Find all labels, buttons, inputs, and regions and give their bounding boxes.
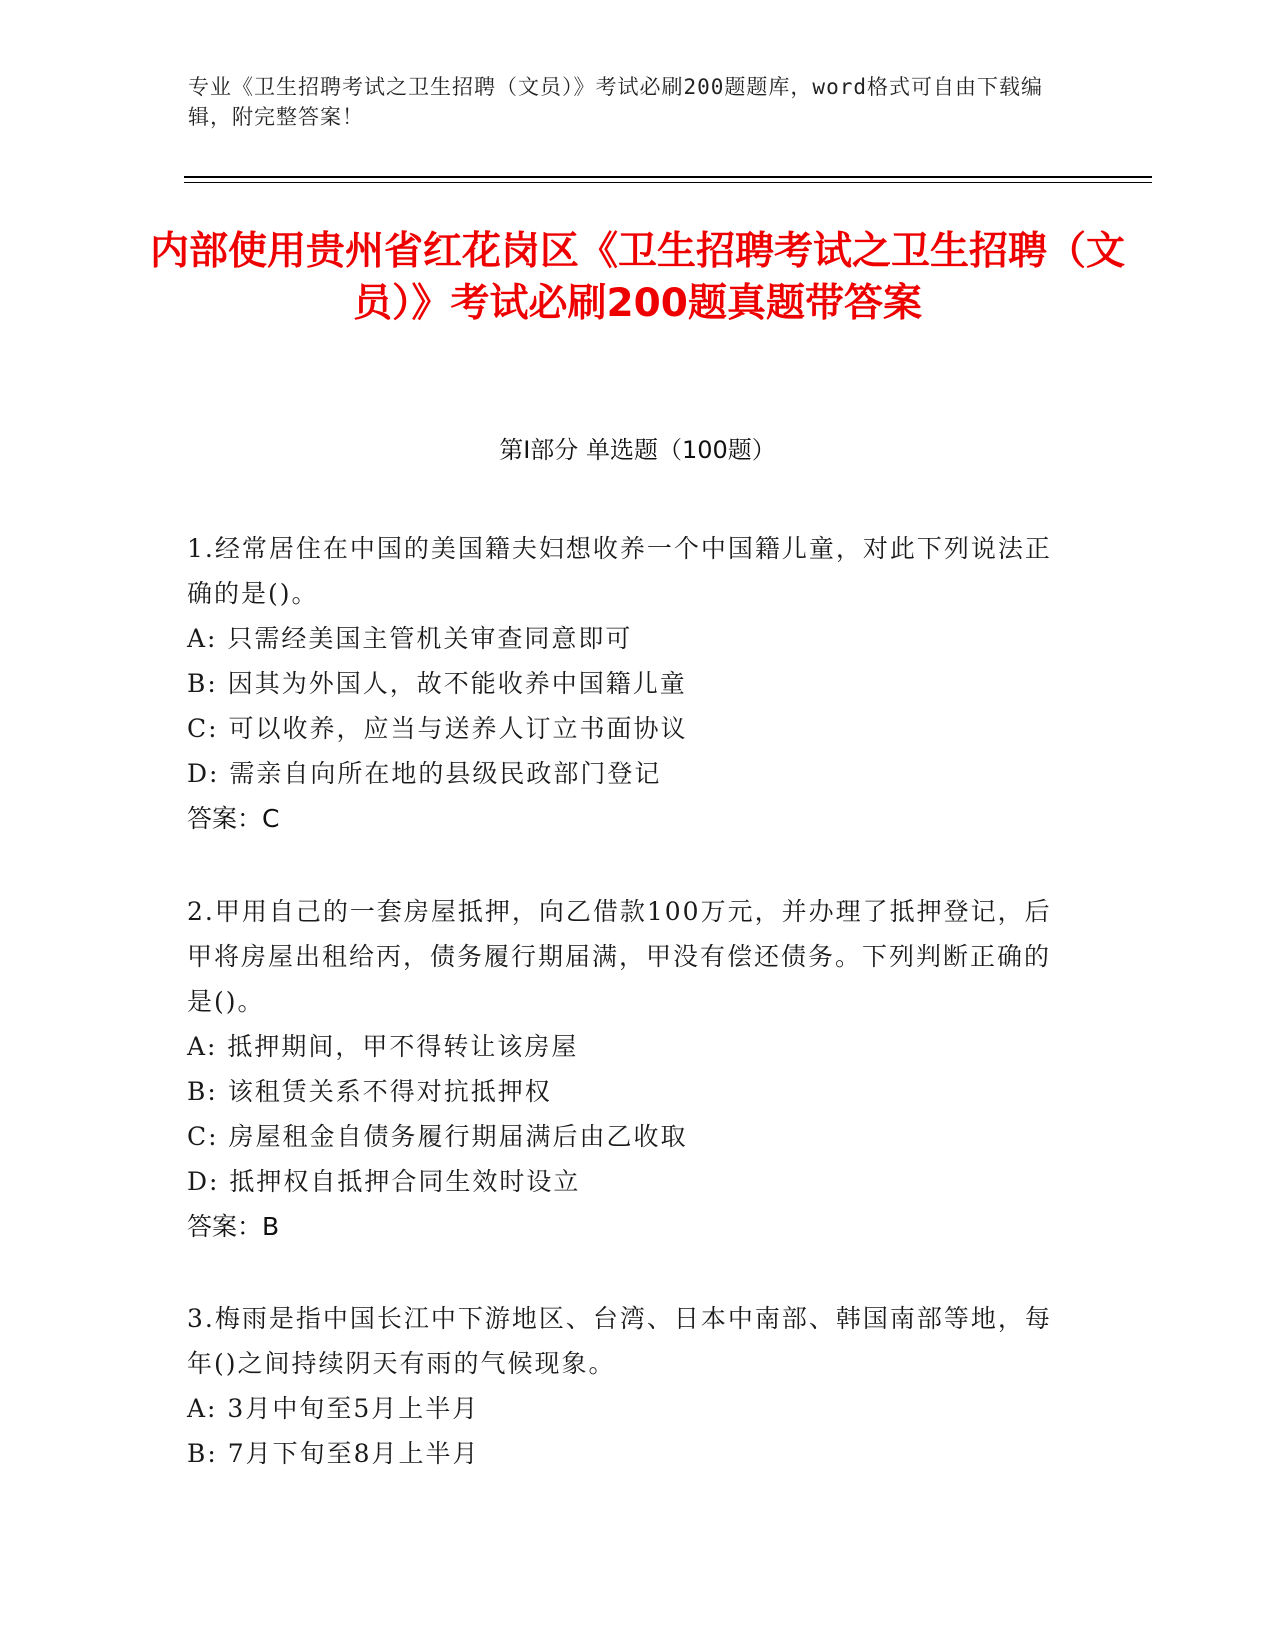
- question-option: C: 可以收养，应当与送养人订立书面协议: [187, 714, 688, 743]
- question-block: [187, 526, 1067, 841]
- document-title: 内部使用贵州省红花岗区《卫生招聘考试之卫生招聘（文员）》考试必刷200题真题带答案: [150, 229, 1126, 326]
- question-option: B: 7月下旬至8月上半月: [187, 1439, 480, 1468]
- question-block: [187, 889, 1067, 1249]
- question-stem: 3.梅雨是指中国长江中下游地区、台湾、日本中南部、韩国南部等地，每年()之间持续阴天有雨的气候现象。: [187, 1304, 1052, 1378]
- question-block: [187, 1296, 1067, 1476]
- question-stem: 2.甲用自己的一套房屋抵押，向乙借款100万元，并办理了抵押登记，后甲将房屋出租给丙，债务履行期届满，甲没有偿还债务。下列判断正确的是()。: [187, 897, 1052, 1016]
- question-option: A: 3月中旬至5月上半月: [187, 1394, 480, 1423]
- question-answer: 答案：C: [187, 804, 280, 833]
- question-option: B: 因其为外国人，故不能收养中国籍儿童: [187, 669, 687, 698]
- question-option: A: 抵押期间，甲不得转让该房屋: [187, 1032, 579, 1061]
- question-option: D: 需亲自向所在地的县级民政部门登记: [187, 759, 662, 788]
- header-note: 专业《卫生招聘考试之卫生招聘（文员）》考试必刷200题题库，word格式可自由下载编辑，附完整答案！: [188, 75, 1043, 129]
- question-option: D: 抵押权自抵押合同生效时设立: [187, 1167, 581, 1196]
- header-rule-thick: [184, 176, 1152, 178]
- question-answer: 答案：B: [187, 1212, 280, 1241]
- question-option: B: 该租赁关系不得对抗抵押权: [187, 1077, 552, 1106]
- section-title: 第I部分 单选题（100题）: [499, 436, 776, 464]
- question-option: C: 房屋租金自债务履行期届满后由乙收取: [187, 1122, 688, 1151]
- header-rule-thin: [184, 182, 1152, 183]
- question-stem: 1.经常居住在中国的美国籍夫妇想收养一个中国籍儿童，对此下列说法正确的是()。: [187, 534, 1052, 608]
- question-option: A: 只需经美国主管机关审查同意即可: [187, 624, 633, 653]
